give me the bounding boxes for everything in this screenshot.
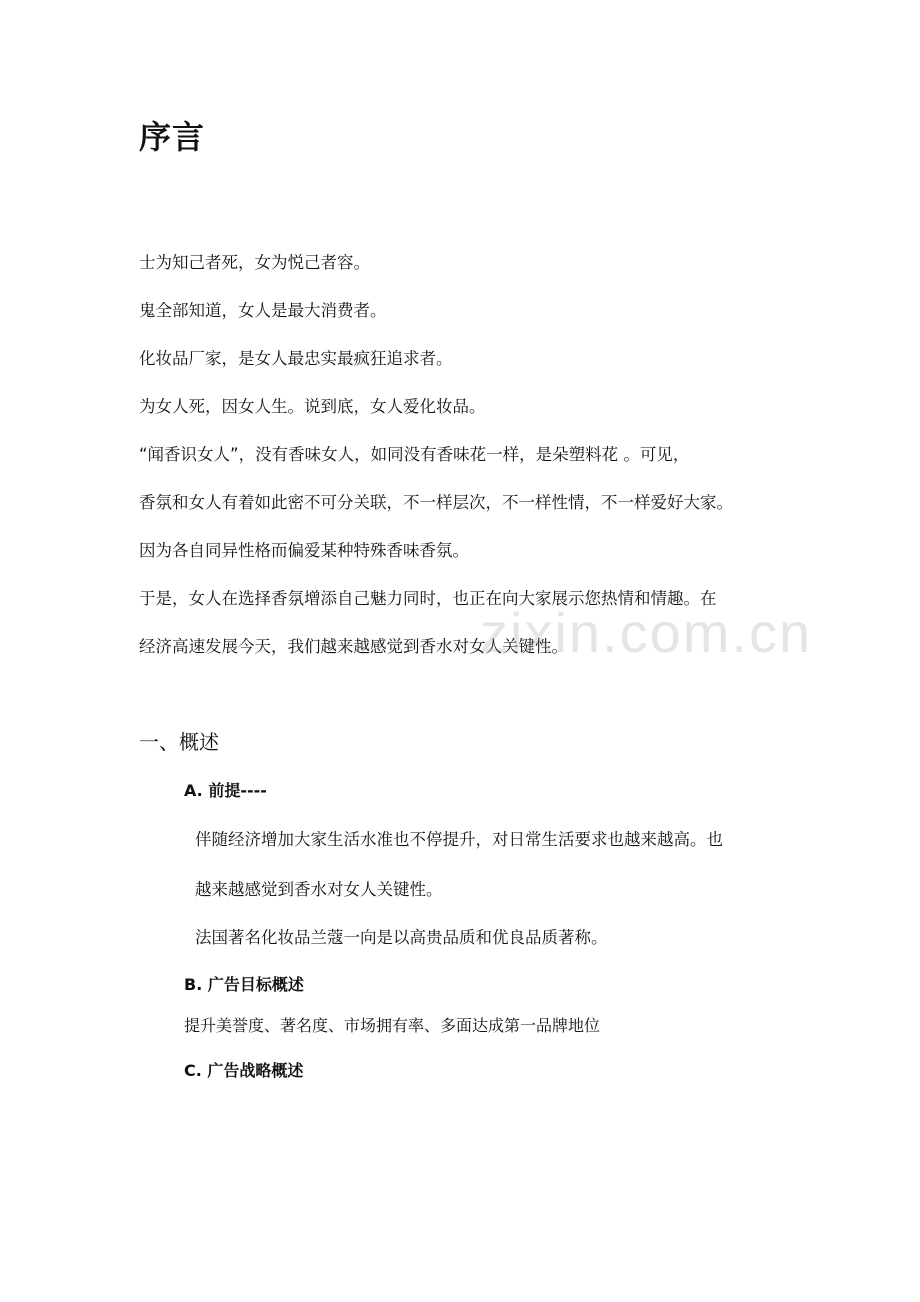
subsection-b-text: 提升美誉度、著名度、市场拥有率、多面达成第一品牌地位 — [184, 1016, 601, 1035]
preface-line: 士为知己者死，女为悦己者容。 — [139, 253, 370, 272]
preface-line: 因为各自同异性格而偏爱某种特殊香味香氛。 — [139, 541, 469, 560]
subsection-a-line: 越来越感觉到香水对女人关键性。 — [195, 880, 443, 899]
page-title: 序言 — [139, 118, 206, 156]
subsection-heading-c: C. 广告战略概述 — [184, 1061, 304, 1080]
subsection-a-line: 法国著名化妆品兰蔻一向是以高贵品质和优良品质著称。 — [195, 928, 608, 947]
preface-line: 化妆品厂家，是女人最忠实最疯狂追求者。 — [139, 349, 453, 368]
preface-line: 于是，女人在选择香氛增添自己魅力同时，也正在向大家展示您热情和情趣。在 — [139, 589, 717, 608]
subsection-heading-b: B. 广告目标概述 — [184, 975, 304, 994]
preface-line: 香氛和女人有着如此密不可分关联，不一样层次，不一样性情，不一样爱好大家。 — [139, 493, 733, 512]
preface-line: 经济高速发展今天，我们越来越感觉到香水对女人关键性。 — [139, 637, 568, 656]
section-heading-overview: 一、概述 — [139, 730, 219, 754]
preface-line: 鬼全部知道，女人是最大消费者。 — [139, 301, 387, 320]
subsection-heading-a: A. 前提---- — [184, 781, 267, 800]
subsection-a-line: 伴随经济增加大家生活水准也不停提升，对日常生活要求也越来越高。也 — [195, 830, 723, 849]
preface-line: 为女人死，因女人生。说到底，女人爱化妆品。 — [139, 397, 486, 416]
watermark: zixin.com.cn — [480, 601, 813, 664]
preface-line: “闻香识女人”，没有香味女人，如同没有香味花一样，是朵塑料花 。可见， — [139, 445, 690, 464]
